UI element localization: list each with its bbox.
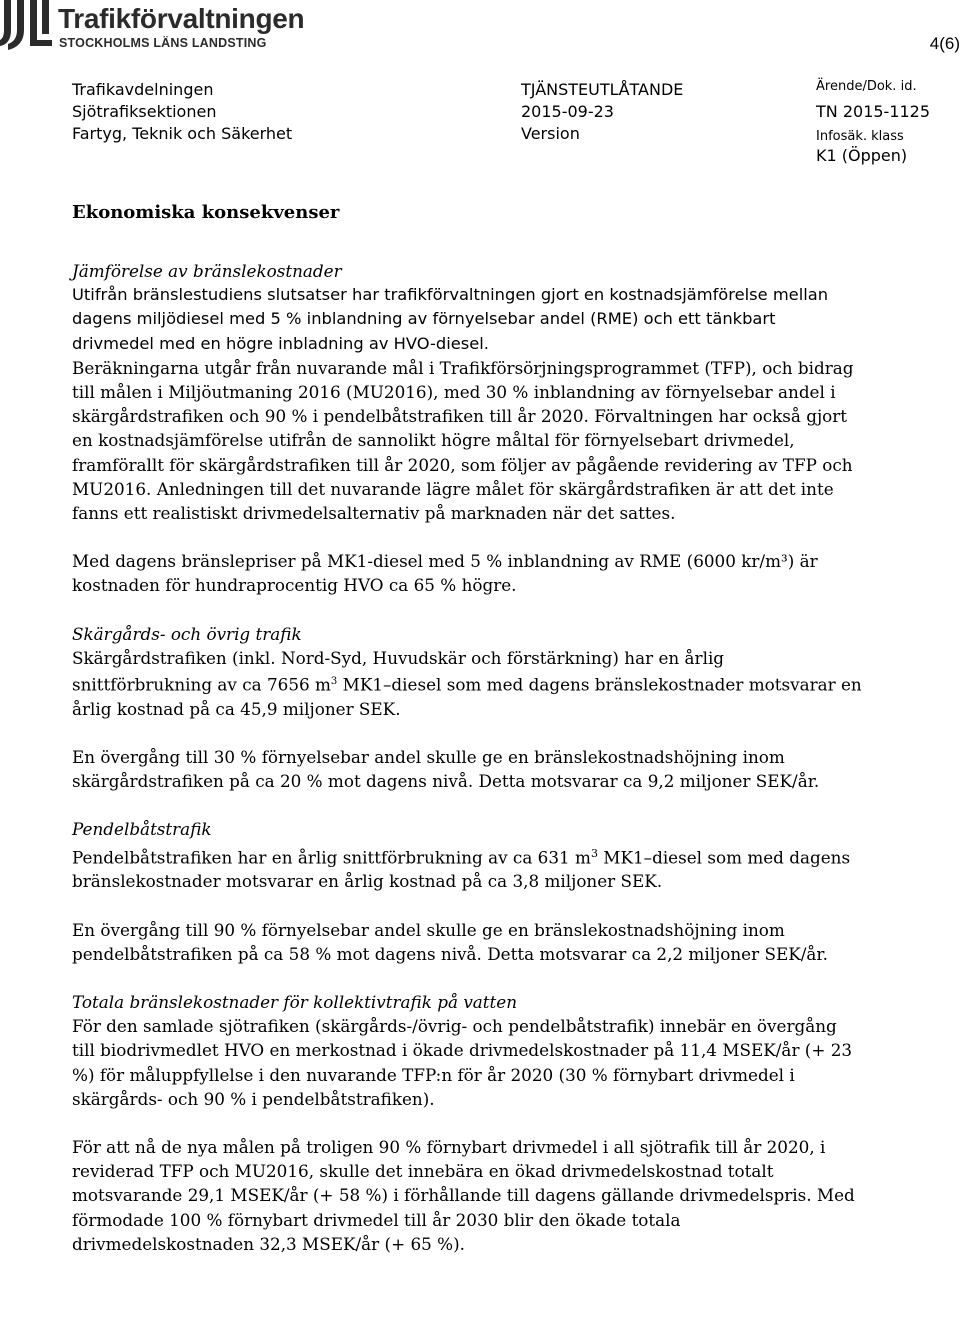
- commuter-heading: Pendelbåtstrafik: [72, 819, 212, 840]
- header-dept-2: Sjötrafiksektionen: [72, 102, 217, 121]
- header-version: Version: [521, 124, 580, 143]
- header-case-info: [816, 79, 930, 167]
- header-dept-1: Trafikavdelningen: [72, 80, 214, 99]
- fuel-comparison-heading: Jämförelse av bränslekostnader: [72, 261, 342, 281]
- archipelago-paragraph-2: En övergång till 30 % förnyelsebar andel skulle ge en bränslekostnadshöjning inom skärgårdstrafiken på ca 20 % mot dagens nivå. Detta motsvarar ca 9,2 miljoner SEK/år.: [72, 747, 820, 792]
- document-body: [72, 199, 862, 1256]
- price-paragraph: Med dagens bränslepriser på MK1-diesel med 5 % inblandning av RME (6000 kr/m³) är kostnaden för hundraprocentig HVO ca 65 % högre.: [72, 551, 818, 596]
- totals-heading: Totala bränslekostnader för kollektivtrafik på vatten: [72, 992, 518, 1013]
- totals-paragraph-2: För att nå de nya målen på troligen 90 % förnybart drivmedel i all sjötrafik till år 2020, i reviderad TFP och MU2016, skulle det innebära en ökad drivmedelskostnad totalt motsvarande 29,1 MSEK/år (+ 58 %) i förhållande till dagens gällande drivmedelspris. Med förmodade 100 % förnybart drivmedel till år 2030 blir den ökade totala drivmedelskostnaden 32,3 MSEK/år (+ 65 %).: [72, 1137, 855, 1254]
- logo-subtitle: STOCKHOLMS LÄNS LANDSTING: [59, 36, 267, 50]
- organization-logo: [0, 0, 330, 52]
- header-document-info: [521, 79, 683, 145]
- logo-title: Trafikförvaltningen: [58, 3, 305, 34]
- header-class-value: K1 (Öppen): [816, 146, 908, 165]
- commuter-paragraph-1: Pendelbåtstrafiken har en årlig snittförbrukning av ca 631 $m^3$ MK1–diesel som med dagens bränslekostnader motsvarar en årlig kostnad på ca 3,8 miljoner SEK.: [72, 846, 851, 892]
- header-class-label: Infosäk. klass: [816, 129, 904, 144]
- logo-mark-icon: [0, 0, 56, 50]
- fuel-comparison-intro: Utifrån bränslestudiens slutsatser har trafikförvaltningen gjort en kostnadsjämförelse mellan dagens miljödiesel med 5 % inblandning av förnyelsebar andel (RME) och ett tänkbart drivmedel med en högre inbladning av HVO-diesel.: [72, 285, 829, 353]
- archipelago-paragraph-1: Skärgårdstrafiken (inkl. Nord-Syd, Huvudskär och förstärkning) har en årlig snittförbrukning av ca 7656 $m^3$ MK1–diesel som med dagens bränslekostnader motsvarar en årlig kostnad på ca 45,9 miljoner SEK.: [72, 647, 862, 719]
- header-department: [72, 79, 292, 145]
- section-title: Ekonomiska konsekvenser: [72, 202, 340, 223]
- header-case-label: Ärende/Dok. id.: [816, 79, 917, 94]
- header-date: 2015-09-23: [521, 102, 614, 121]
- header-case-id: TN 2015-1125: [816, 102, 931, 121]
- totals-paragraph-1: För den samlade sjötrafiken (skärgårds-/övrig- och pendelbåtstrafik) innebär en övergång till biodrivmedlet HVO en merkostnad i ökade drivmedelskostnader på 11,4 MSEK/år (+ 23 %) för måluppfyllelse i den nuvarande TFP:n för år 2020 (30 % förnybart drivmedel i skärgårds- och 90 % i pendelbåtstrafiken).: [72, 1016, 853, 1109]
- fuel-comparison-body: Beräkningarna utgår från nuvarande mål i Trafikförsörjningsprogrammet (TFP), och bidrag till målen i Miljöutmaning 2016 (MU2016), med 30 % inblandning av förnyelsebar andel i skärgårdstrafiken och 90 % i pendelbåtstrafiken till år 2020. Förvaltningen har också gjort en kostnadsjämförelse utifrån de sannolikt högre måltal för förnyelsebart drivmedel, framförallt för skärgårdstrafiken till år 2020, som följer av pågående revidering av TFP och MU2016. Anledningen till det nuvarande lägre målet för skärgårdstrafiken är att det inte fanns ett realistiskt drivmedelsalternativ på marknaden när det sattes.: [72, 357, 854, 524]
- header-dept-3: Fartyg, Teknik och Säkerhet: [72, 124, 293, 143]
- archipelago-heading: Skärgårds- och övrig trafik: [72, 623, 302, 644]
- commuter-paragraph-2: En övergång till 90 % förnyelsebar andel skulle ge en bränslekostnadshöjning inom pendelbåtstrafiken på ca 58 % mot dagens nivå. Detta motsvarar ca 2,2 miljoner SEK/år.: [72, 919, 828, 964]
- page-number: 4(6): [929, 34, 960, 53]
- header-doc-type: TJÄNSTEUTLÅTANDE: [521, 80, 684, 99]
